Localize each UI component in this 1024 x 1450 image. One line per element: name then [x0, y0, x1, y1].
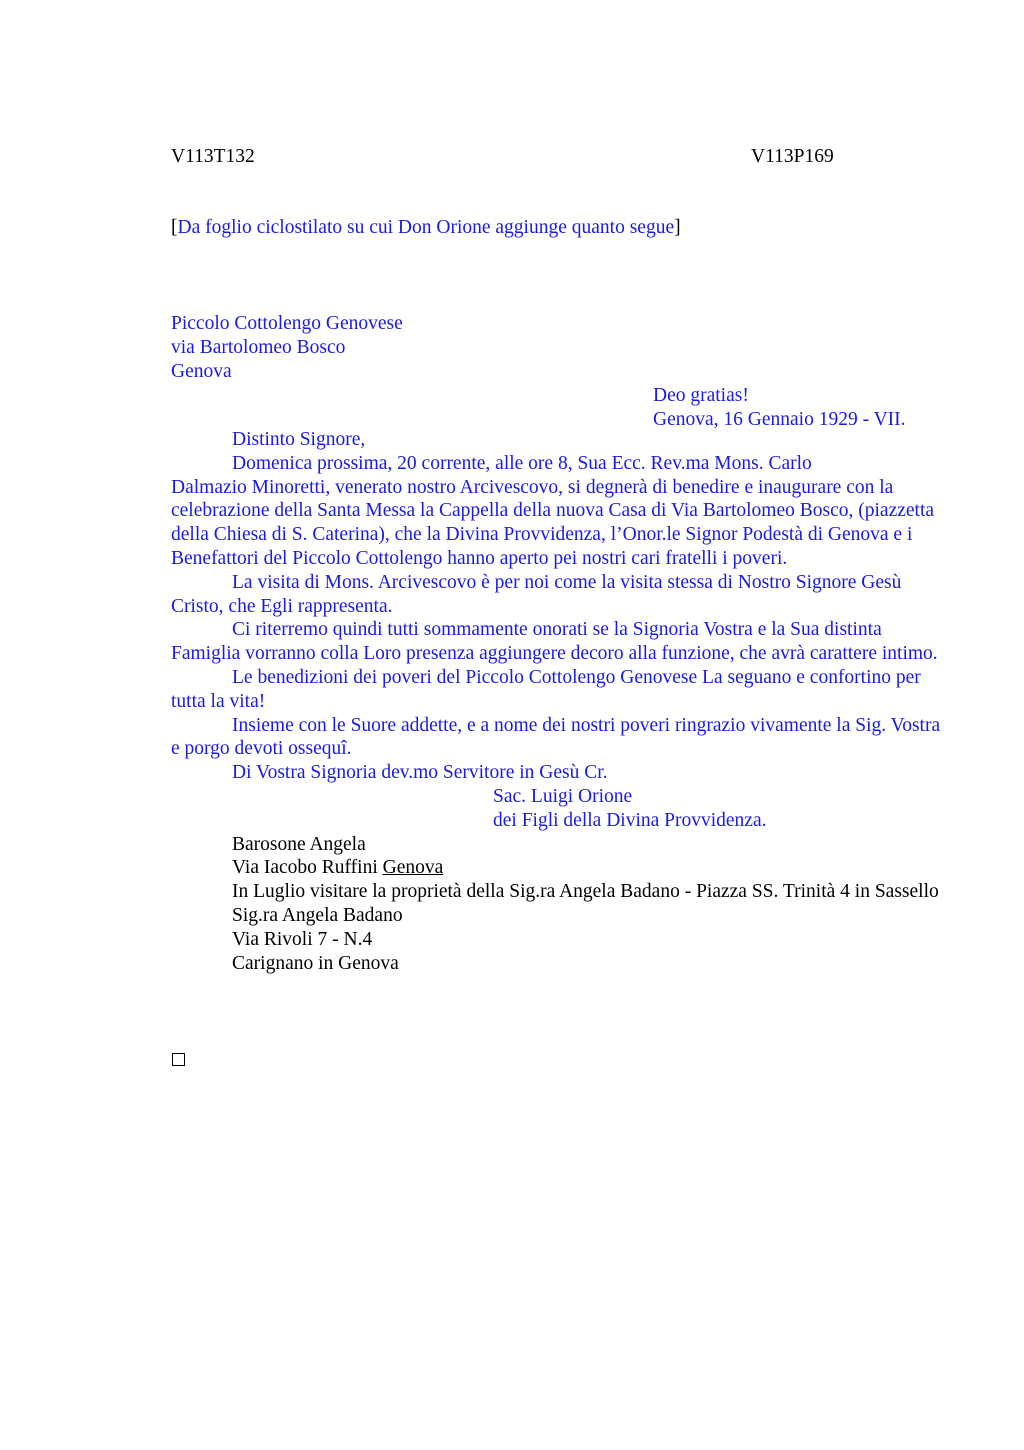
annotation-street-text: Via Iacobo Ruffini	[232, 857, 383, 879]
letter-body	[171, 428, 941, 975]
salutation: Distinto Signore,	[232, 429, 366, 450]
annotation-city-2: Carignano in Genova	[232, 952, 399, 974]
editorial-note-open-bracket: [	[171, 217, 178, 238]
dateline	[653, 384, 906, 431]
paragraph-2: La visita di Mons. Arcivescovo è per noi come la visita stessa di Nostro Signore Gesù Cristo, che Egli rappresenta.	[171, 571, 902, 617]
annotation-name-2: Sig.ra Angela Badano	[232, 904, 403, 926]
annotation-name: Barosone Angela	[232, 833, 366, 855]
paragraph-3: Ci riterremo quindi tutti sommamente onorati se la Signoria Vostra e la Sua distinta Famiglia vorranno colla Loro presenza aggiungere decoro alla funzione, che avrà carattere intimo.	[171, 619, 938, 665]
editorial-note-close-bracket: ]	[674, 217, 681, 238]
signature-title: dei Figli della Divina Provvidenza.	[493, 809, 767, 831]
annotation-street	[171, 856, 941, 880]
sender-address-line: via Bartolomeo Bosco	[171, 337, 346, 358]
annotation-note: In Luglio visitare la proprietà della Sig.ra Angela Badano - Piazza SS. Trinità 4 in Sassello	[232, 881, 939, 903]
dateline-greeting: Deo gratias!	[653, 385, 749, 406]
signature-name: Sac. Luigi Orione	[493, 785, 633, 807]
dateline-date: Genova, 16 Gennaio 1929 - VII.	[653, 408, 906, 430]
paragraph-4: Le benedizioni dei poveri del Piccolo Cottolengo Genovese La seguano e confortino per tutta la vita!	[171, 666, 921, 712]
sender-address-line: Piccolo Cottolengo Genovese	[171, 313, 403, 334]
checkbox-square-icon	[172, 1053, 185, 1066]
annotation-street-2: Via Rivoli 7 - N.4	[232, 928, 373, 950]
sender-address-line: Genova	[171, 361, 232, 382]
document-code-left: V113T132	[171, 146, 255, 167]
editorial-note-text: Da foglio ciclostilato su cui Don Orione aggiunge quanto segue	[177, 217, 675, 238]
document-code-right: V113P169	[751, 146, 834, 167]
paragraph-5: Insieme con le Suore addette, e a nome dei nostri poveri ringrazio vivamente la Sig. Vostra e porgo devoti ossequî.	[171, 714, 941, 760]
paragraph-1-first-line: Domenica prossima, 20 corrente, alle ore 8, Sua Ecc. Rev.ma Mons. Carlo	[232, 452, 812, 474]
annotation-city-underlined: Genova	[382, 857, 444, 879]
closing-formula: Di Vostra Signoria dev.mo Servitore in Gesù Cr.	[232, 762, 608, 784]
editorial-note	[171, 217, 681, 239]
sender-address	[171, 312, 403, 384]
paragraph-1-continuation: Dalmazio Minoretti, venerato nostro Arcivescovo, si degnerà di benedire e inaugurare con la celebrazione della Santa Messa la Cappella della nuova Casa di Via Bartolomeo Bosco, (piazzetta della Chiesa di S. Caterina), che la Divina Provvidenza, l’Onor.le Signor Podestà di Genova e i Benefattori del Piccolo Cottolengo hanno aperto pei nostri cari fratelli i poveri.	[171, 476, 935, 569]
